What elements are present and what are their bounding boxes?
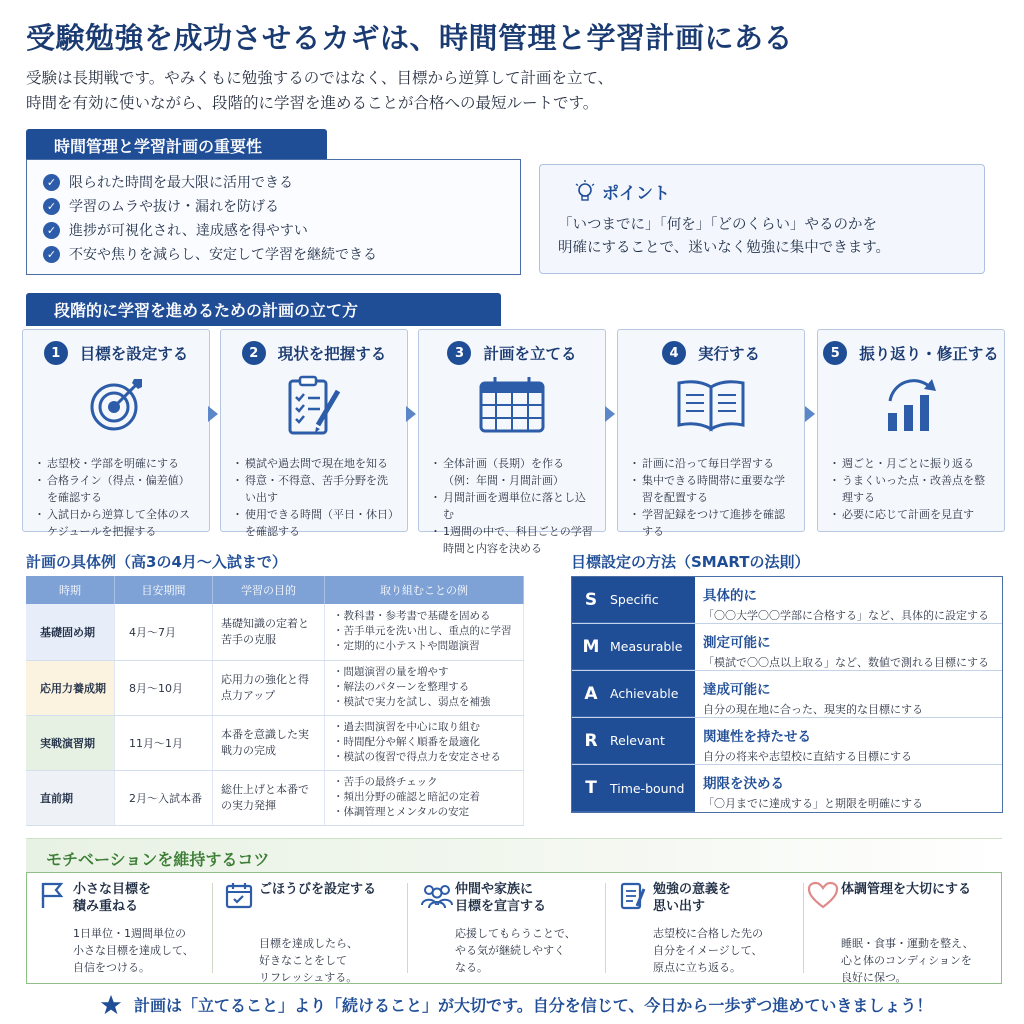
table-row [26, 604, 524, 660]
smart-row [572, 624, 1002, 671]
intro-line: 受験は長期戦です。やみくもに勉強するのではなく、目標から逆算して計画を立て、 [26, 69, 614, 87]
footer-message [100, 993, 932, 1016]
task-item: ・ 過去問演習を中心に取り組む [333, 720, 515, 735]
smart-title: 関連性を持たせる [703, 729, 811, 745]
step-number: 1 [44, 341, 68, 365]
intro-line: 時間を有効に使いながら、段階的に学習を進めることが合格への最短ルートです。 [26, 94, 599, 112]
chart-up-icon [880, 375, 942, 435]
plan-heading: 計画の具体例（高3の4月〜入試まで） [26, 553, 287, 571]
star-icon [100, 994, 122, 1016]
phase-cell: 直前期 [26, 770, 115, 825]
column-header: 学習の目的 [213, 576, 325, 604]
task-item: ・ 模試で実力を試し、弱点を補強 [333, 695, 515, 710]
plan-table [26, 576, 524, 826]
divider [605, 883, 606, 973]
tasks-cell [325, 660, 524, 715]
list-item: ・ 模試や過去問で現在地を知る [235, 455, 397, 472]
smart-word: Relevant [610, 733, 665, 748]
motivation-desc: やる気が継続しやすく [455, 944, 565, 957]
task-item: ・ 定期的に小テストや問題演習 [333, 639, 515, 654]
motivation-title: 体調管理を大切にする [841, 882, 972, 897]
tasks-cell [325, 770, 524, 825]
step-title: 実行する [697, 345, 760, 363]
motivation-desc: 原点に立ち返る。 [653, 961, 741, 974]
period-cell: 11月〜1月 [115, 715, 213, 770]
purpose-cell: 本番を意識した実戦力の完成 [213, 715, 325, 770]
step-title: 目標を設定する [79, 345, 189, 363]
motivation-desc: 良好に保つ。 [841, 971, 907, 984]
document-icon [619, 881, 647, 911]
flag-icon [39, 881, 65, 909]
task-item: ・ 体調管理とメンタルの安定 [333, 805, 515, 820]
motivation-desc: 好きなことをして [259, 954, 347, 967]
motivation-title: 小さな目標を [73, 882, 152, 897]
motivation-title: 積み重ねる [73, 899, 139, 914]
list-item [43, 170, 504, 194]
task-item: ・ 時間配分や解く順番を最適化 [333, 735, 515, 750]
arrow-right-icon [605, 406, 615, 422]
clipboard-icon [282, 375, 346, 437]
list-item: ・ 計画に沿って毎日学習する [632, 455, 794, 472]
page-title: 受験勉強を成功させるカギは、時間管理と学習計画にある [26, 21, 794, 55]
motivation-title: 思い出す [653, 899, 706, 914]
motivation-desc: 睡眠・食事・運動を整え、 [841, 937, 974, 950]
motivation-title: 勉強の意義を [653, 882, 732, 897]
table-row [26, 770, 524, 825]
list-item [43, 242, 504, 266]
point-box [539, 164, 985, 274]
list-item-text: 限られた時間を最大限に活用できる [69, 175, 293, 191]
smart-title: 測定可能に [703, 635, 771, 651]
step-title: 振り返り・修正する [859, 345, 999, 363]
motivation-item [225, 881, 405, 984]
arrow-right-icon [406, 406, 416, 422]
intro-text [26, 66, 926, 116]
list-item: ・ 学習記録をつけて進捗を確認する [632, 506, 794, 540]
arrow-right-icon [208, 406, 218, 422]
motivation-desc: 自分をイメージして、 [653, 944, 763, 957]
arrow-right-icon [805, 406, 815, 422]
lightbulb-icon [574, 180, 596, 204]
smart-table [571, 576, 1003, 813]
list-item: ・ 全体計画（長期）を作る（例：年間・月間計画） [433, 455, 595, 489]
step-list [818, 455, 1004, 523]
list-item: ・ 合格ライン（得点・偏差値）を確認する [37, 472, 199, 506]
tasks-cell [325, 715, 524, 770]
list-item: ・ うまくいった点・改善点を整理する [832, 472, 994, 506]
column-header: 時期 [26, 576, 115, 604]
smart-row [572, 718, 1002, 765]
phase-cell: 基礎固め期 [26, 604, 115, 660]
table-row [26, 660, 524, 715]
list-item: ・ 得意・不得意、苦手分野を洗い出す [235, 472, 397, 506]
step-list [419, 455, 605, 557]
list-item-text: 不安や焦りを減らし、安定して学習を継続できる [69, 247, 377, 263]
importance-list [26, 159, 521, 275]
motivation-title: 仲間や家族に [455, 882, 534, 897]
list-item [43, 218, 504, 242]
step-number: 2 [242, 341, 266, 365]
list-item: ・ 集中できる時間帯に重要な学習を配置する [632, 472, 794, 506]
period-cell: 4月〜7月 [115, 604, 213, 660]
calendar-icon [477, 375, 547, 435]
table-row [26, 715, 524, 770]
list-item: ・ 週ごと・月ごとに振り返る [832, 455, 994, 472]
motivation-desc: 小さな目標を達成して、 [73, 944, 194, 957]
motivation-banner [26, 838, 1002, 872]
smart-letter: M [582, 636, 600, 657]
list-item: ・ 必要に応じて計画を見直す [832, 506, 994, 523]
task-item: ・ 苦手の最終チェック [333, 775, 515, 790]
motivation-desc: なる。 [455, 961, 488, 974]
task-item: ・ 解法のパターンを整理する [333, 680, 515, 695]
motivation-heading: モチベーションを維持するコツ [46, 850, 270, 869]
divider [407, 883, 408, 973]
motivation-desc: 目標を達成したら、 [259, 937, 358, 950]
phase-cell: 応用力養成期 [26, 660, 115, 715]
column-header: 取り組むことの例 [325, 576, 524, 604]
motivation-desc: リフレッシュする。 [259, 971, 358, 984]
check-icon: ✓ [43, 174, 60, 191]
smart-row [572, 577, 1002, 624]
smart-desc: 自分の将来や志望校に直結する目標にする [703, 750, 912, 763]
motivation-item [421, 881, 611, 975]
check-icon: ✓ [43, 246, 60, 263]
smart-desc: 「〇〇大学〇〇学部に合格する」など、具体的に設定する [703, 609, 989, 622]
smart-letter: T [585, 778, 597, 798]
purpose-cell: 基礎知識の定着と苦手の克服 [213, 604, 325, 660]
check-icon: ✓ [43, 198, 60, 215]
footer-text: 計画は「立てること」より「続けること」が大切です。自分を信じて、今日から一歩ずつ進めていきましょう！ [134, 996, 933, 1015]
smart-word: Measurable [610, 639, 683, 654]
purpose-cell: 総仕上げと本番での実力発揮 [213, 770, 325, 825]
task-item: ・ 模試の復習で得点力を安定させる [333, 750, 515, 765]
step-number: 3 [447, 341, 471, 365]
motivation-desc: 志望校に合格した先の [653, 927, 763, 940]
step-title: 現状を把握する [277, 345, 387, 363]
purpose-cell: 応用力の強化と得点力アップ [213, 660, 325, 715]
motivation-desc: 1日単位・1週間単位の [73, 927, 186, 940]
point-line: 「いつまでに」「何を」「どのくらい」やるのかを [558, 217, 877, 233]
smart-desc: 「模試で〇〇点以上取る」など、数値で測れる目標にする [703, 656, 989, 669]
list-item-text: 進捗が可視化され、達成感を得やすい [69, 223, 308, 239]
motivation-desc: 応援してもらうことで、 [455, 927, 576, 940]
divider [212, 883, 213, 973]
calendar-check-icon [225, 881, 253, 909]
point-line: 明確にすることで、迷いなく勉強に集中できます。 [558, 240, 891, 256]
step-number: 4 [662, 341, 686, 365]
target-icon [84, 375, 148, 435]
smart-letter: S [584, 589, 598, 610]
motivation-item [807, 881, 997, 984]
list-item: ・ 月間計画を週単位に落とし込む [433, 489, 595, 523]
list-item: ・ 1週間の中で、科目ごとの学習時間と内容を決める [433, 523, 595, 557]
list-item-text: 学習のムラや抜け・漏れを防げる [69, 199, 279, 215]
heart-icon [807, 881, 839, 909]
list-item [43, 194, 504, 218]
smart-title: 達成可能に [703, 682, 771, 698]
task-item: ・ 問題演習の量を増やす [333, 665, 515, 680]
step-card [418, 329, 606, 555]
check-icon: ✓ [43, 222, 60, 239]
step-card [817, 329, 1005, 532]
point-label: ポイント [602, 184, 670, 204]
tasks-cell [325, 604, 524, 660]
list-item: ・ 志望校・学部を明確にする [37, 455, 199, 472]
task-item: ・ 頻出分野の確認と暗記の定着 [333, 790, 515, 805]
phase-cell: 実戦演習期 [26, 715, 115, 770]
motivation-desc: 自信をつける。 [73, 961, 150, 974]
period-cell: 8月〜10月 [115, 660, 213, 715]
smart-word: Specific [610, 592, 659, 607]
smart-letter: R [584, 730, 598, 751]
smart-row [572, 671, 1002, 718]
motivation-title: ごほうびを設定する [259, 882, 377, 897]
smart-word: Achievable [610, 686, 679, 701]
smart-desc: 自分の現在地に合った、現実的な目標にする [703, 703, 923, 716]
step-list [23, 455, 209, 540]
motivation-item [39, 881, 219, 975]
smart-desc: 「〇月までに達成する」と期限を明確にする [703, 797, 923, 810]
motivation-desc: 心と体のコンディションを [841, 954, 972, 967]
task-item: ・ 苦手単元を洗い出し、重点的に学習 [333, 624, 515, 639]
importance-header: 時間管理と学習計画の重要性 [26, 129, 327, 159]
column-header: 目安期間 [115, 576, 213, 604]
smart-word: Time-bound [610, 780, 685, 796]
step-number: 5 [823, 341, 847, 365]
smart-row [572, 765, 1002, 812]
book-icon [675, 375, 747, 433]
step-card [22, 329, 210, 538]
list-item: ・ 入試日から逆算して全体のスケジュールを把握する [37, 506, 199, 540]
step-list [618, 455, 804, 540]
table-header-row [26, 576, 524, 604]
step-card [617, 329, 805, 538]
divider [803, 883, 804, 973]
smart-heading: 目標設定の方法（SMARTの法則） [571, 553, 810, 571]
step-title: 計画を立てる [483, 345, 577, 363]
step-list [221, 455, 407, 540]
motivation-box [26, 872, 1002, 984]
task-item: ・ 教科書・参考書で基礎を固める [333, 609, 515, 624]
smart-letter: A [584, 683, 598, 704]
motivation-item [619, 881, 809, 975]
smart-title: 具体的に [703, 588, 757, 604]
step-card [220, 329, 408, 538]
motivation-title: 目標を宣言する [455, 899, 547, 914]
smart-title: 期限を決める [703, 776, 784, 792]
point-header [574, 179, 966, 204]
period-cell: 2月〜入試本番 [115, 770, 213, 825]
list-item: ・ 使用できる時間（平日・休日）を確認する [235, 506, 397, 540]
point-text [558, 214, 966, 260]
steps-header: 段階的に学習を進めるための計画の立て方 [26, 293, 501, 323]
people-icon [421, 881, 453, 909]
